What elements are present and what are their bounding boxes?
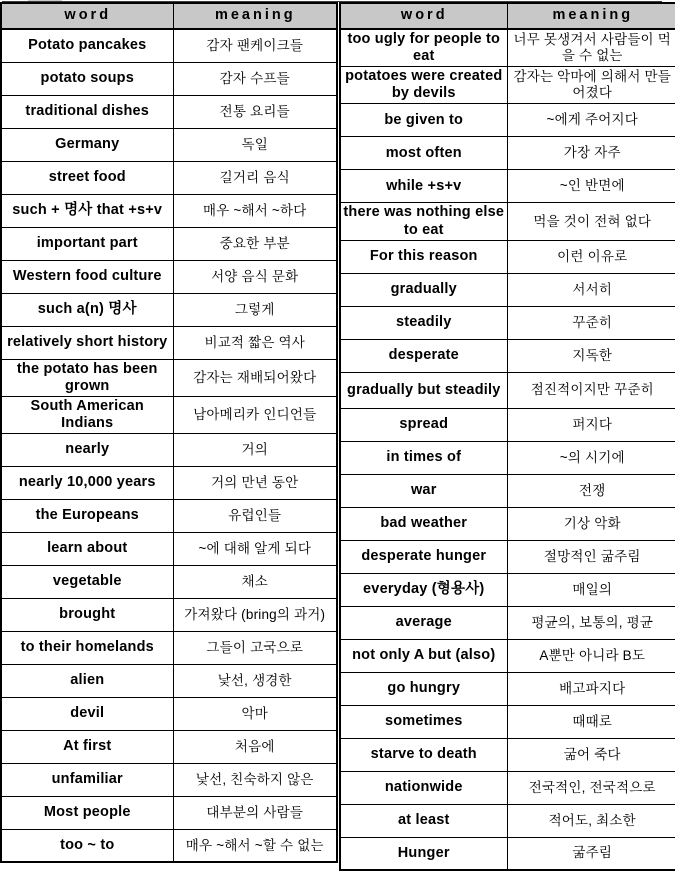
cell-word: too ~ to — [1, 829, 173, 862]
cell-word: desperate hunger — [340, 540, 507, 573]
table-row — [340, 474, 675, 507]
table-row — [340, 372, 675, 408]
table-row — [1, 326, 337, 359]
cell-meaning: 거의 — [173, 433, 337, 466]
cell-meaning: 중요한 부분 — [173, 227, 337, 260]
table-row — [340, 540, 675, 573]
table-header-left — [1, 3, 337, 29]
cell-meaning: 매일의 — [507, 573, 675, 606]
cell-meaning: 점진적이지만 꾸준히 — [507, 372, 675, 408]
table-row — [1, 194, 337, 227]
cell-word: to their homelands — [1, 631, 173, 664]
column-header-word: word — [1, 3, 173, 29]
cell-meaning: 악마 — [173, 697, 337, 730]
cell-word: the potato has been grown — [1, 359, 173, 396]
cell-meaning: A뿐만 아니라 B도 — [507, 639, 675, 672]
table-row — [340, 672, 675, 705]
cell-word: sometimes — [340, 705, 507, 738]
cell-word: gradually but steadily — [340, 372, 507, 408]
column-header-meaning: meaning — [173, 3, 337, 29]
table-row — [340, 67, 675, 104]
cell-word: most often — [340, 137, 507, 170]
cell-word: unfamiliar — [1, 763, 173, 796]
cell-meaning: 먹을 것이 전혀 없다 — [507, 203, 675, 240]
cell-meaning: 감자 수프들 — [173, 62, 337, 95]
cell-word: there was nothing else to eat — [340, 203, 507, 240]
cell-meaning: 유럽인들 — [173, 499, 337, 532]
cell-word: not only A but (also) — [340, 639, 507, 672]
table-row — [1, 161, 337, 194]
cell-word: alien — [1, 664, 173, 697]
table-row — [340, 705, 675, 738]
cell-word: At first — [1, 730, 173, 763]
table-row — [1, 29, 337, 62]
header-row — [340, 3, 675, 29]
table-row — [1, 829, 337, 862]
vocabulary-tables-container — [0, 2, 675, 871]
table-row — [340, 137, 675, 170]
table-row — [1, 62, 337, 95]
cell-word: Western food culture — [1, 260, 173, 293]
cell-meaning: 굶주림 — [507, 837, 675, 870]
cell-word: while +s+v — [340, 170, 507, 203]
cell-word: starve to death — [340, 738, 507, 771]
header-row — [1, 3, 337, 29]
cell-meaning: ~에게 주어지다 — [507, 104, 675, 137]
table-row — [1, 598, 337, 631]
cell-word: brought — [1, 598, 173, 631]
table-body-right — [340, 29, 675, 870]
cell-meaning: 절망적인 굶주림 — [507, 540, 675, 573]
cell-meaning: 평균의, 보통의, 평균 — [507, 606, 675, 639]
table-row — [340, 606, 675, 639]
cell-meaning: 채소 — [173, 565, 337, 598]
cell-meaning: 가져왔다 (bring의 과거) — [173, 598, 337, 631]
table-row — [1, 227, 337, 260]
cell-meaning: 거의 만년 동안 — [173, 466, 337, 499]
cell-word: relatively short history — [1, 326, 173, 359]
table-row — [1, 763, 337, 796]
table-row — [340, 240, 675, 273]
cell-meaning: 이런 이유로 — [507, 240, 675, 273]
cell-meaning: 비교적 짧은 역사 — [173, 326, 337, 359]
table-row — [1, 532, 337, 565]
cell-word: in times of — [340, 441, 507, 474]
table-row — [1, 293, 337, 326]
cell-meaning: 매우 ~해서 ~할 수 없는 — [173, 829, 337, 862]
table-row — [340, 837, 675, 870]
cell-word: devil — [1, 697, 173, 730]
cell-meaning: 꾸준히 — [507, 306, 675, 339]
cell-meaning: 기상 악화 — [507, 507, 675, 540]
cell-meaning: 처음에 — [173, 730, 337, 763]
cell-word: go hungry — [340, 672, 507, 705]
cell-word: war — [340, 474, 507, 507]
cell-meaning: 전국적인, 전국적으로 — [507, 771, 675, 804]
table-row — [1, 730, 337, 763]
table-row — [340, 339, 675, 372]
table-row — [1, 433, 337, 466]
table-row — [1, 260, 337, 293]
table-row — [1, 697, 337, 730]
cell-word: such + 명사 that +s+v — [1, 194, 173, 227]
table-row — [340, 639, 675, 672]
cell-word: nearly — [1, 433, 173, 466]
table-row — [340, 29, 675, 67]
cell-word: the Europeans — [1, 499, 173, 532]
cell-meaning: 서서히 — [507, 273, 675, 306]
table-row — [340, 306, 675, 339]
cell-meaning: 대부분의 사람들 — [173, 796, 337, 829]
table-row — [1, 631, 337, 664]
cell-word: learn about — [1, 532, 173, 565]
cell-meaning: 낯선, 친숙하지 않은 — [173, 763, 337, 796]
cell-word: too ugly for people to eat — [340, 29, 507, 67]
cell-word: steadily — [340, 306, 507, 339]
table-row — [1, 95, 337, 128]
cell-meaning: ~인 반면에 — [507, 170, 675, 203]
table-row — [340, 203, 675, 240]
cell-meaning: 독일 — [173, 128, 337, 161]
cell-meaning: ~의 시기에 — [507, 441, 675, 474]
table-header-right — [340, 3, 675, 29]
table-row — [1, 796, 337, 829]
table-row — [1, 466, 337, 499]
cell-word: vegetable — [1, 565, 173, 598]
cell-meaning: 그들이 고국으로 — [173, 631, 337, 664]
cell-meaning: 퍼지다 — [507, 408, 675, 441]
cell-word: desperate — [340, 339, 507, 372]
table-row — [340, 804, 675, 837]
column-header-meaning: meaning — [507, 3, 675, 29]
cell-meaning: 낯선, 생경한 — [173, 664, 337, 697]
cell-word: nearly 10,000 years — [1, 466, 173, 499]
cell-meaning: 감자는 재배되어왔다 — [173, 359, 337, 396]
table-row — [340, 441, 675, 474]
cell-word: South American Indians — [1, 396, 173, 433]
cell-word: traditional dishes — [1, 95, 173, 128]
cell-meaning: 지독한 — [507, 339, 675, 372]
cell-word: everyday (형용사) — [340, 573, 507, 606]
table-row — [340, 104, 675, 137]
cell-word: such a(n) 명사 — [1, 293, 173, 326]
table-row — [1, 396, 337, 433]
vocabulary-table-right — [339, 2, 675, 871]
cell-meaning: 전쟁 — [507, 474, 675, 507]
cell-word: Potato pancakes — [1, 29, 173, 62]
cell-meaning: 적어도, 최소한 — [507, 804, 675, 837]
table-row — [340, 771, 675, 804]
cell-word: Hunger — [340, 837, 507, 870]
table-row — [340, 573, 675, 606]
cell-meaning: 가장 자주 — [507, 137, 675, 170]
cell-word: potato soups — [1, 62, 173, 95]
table-body-left — [1, 29, 337, 862]
table-row — [1, 359, 337, 396]
cell-word: Germany — [1, 128, 173, 161]
cell-meaning: 매우 ~해서 ~하다 — [173, 194, 337, 227]
column-header-word: word — [340, 3, 507, 29]
cell-meaning: 감자는 악마에 의해서 만들어졌다 — [507, 67, 675, 104]
cell-word: be given to — [340, 104, 507, 137]
table-row — [340, 170, 675, 203]
cell-meaning: 전통 요리들 — [173, 95, 337, 128]
table-row — [340, 738, 675, 771]
cell-meaning: 배고파지다 — [507, 672, 675, 705]
cell-meaning: 서양 음식 문화 — [173, 260, 337, 293]
cell-word: gradually — [340, 273, 507, 306]
vocabulary-table-left — [0, 2, 338, 863]
table-row — [1, 128, 337, 161]
table-row — [1, 499, 337, 532]
cell-word: potatoes were created by devils — [340, 67, 507, 104]
cell-meaning: 그렇게 — [173, 293, 337, 326]
cell-meaning: 남아메리카 인디언들 — [173, 396, 337, 433]
cell-word: Most people — [1, 796, 173, 829]
cell-meaning: 굶어 죽다 — [507, 738, 675, 771]
table-row — [340, 408, 675, 441]
cell-word: average — [340, 606, 507, 639]
cell-meaning: 때때로 — [507, 705, 675, 738]
cell-meaning: 감자 팬케이크들 — [173, 29, 337, 62]
cell-word: For this reason — [340, 240, 507, 273]
table-row — [1, 565, 337, 598]
cell-word: street food — [1, 161, 173, 194]
cell-meaning: ~에 대해 알게 되다 — [173, 532, 337, 565]
cell-word: nationwide — [340, 771, 507, 804]
cell-word: at least — [340, 804, 507, 837]
table-row — [1, 664, 337, 697]
cell-word: bad weather — [340, 507, 507, 540]
cell-word: spread — [340, 408, 507, 441]
cell-word: important part — [1, 227, 173, 260]
cell-meaning: 너무 못생겨서 사람들이 먹을 수 없는 — [507, 29, 675, 67]
cell-meaning: 길거리 음식 — [173, 161, 337, 194]
table-row — [340, 273, 675, 306]
table-row — [340, 507, 675, 540]
